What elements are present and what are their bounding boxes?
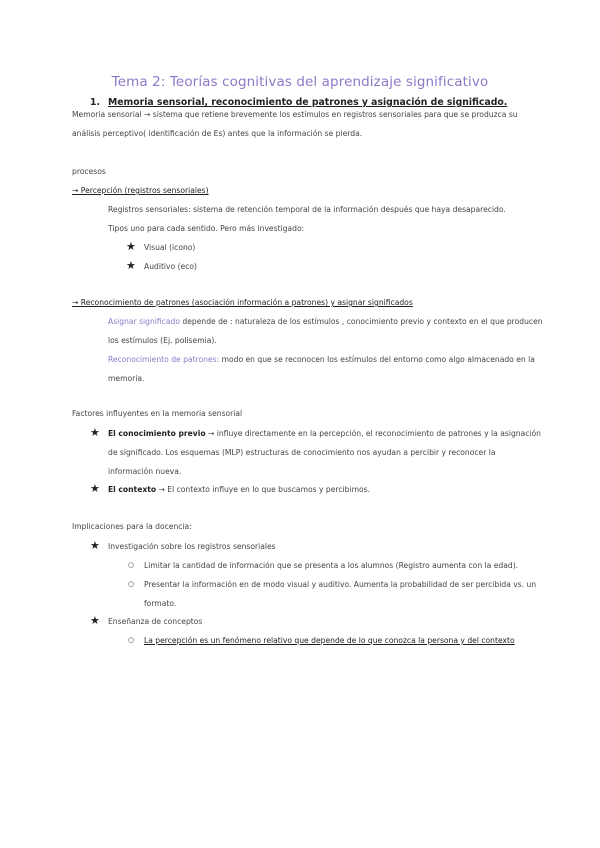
factores-item1-line-2: de significado. Los esquemas (MLP) estructuras de conocimiento nos ayudan a percibir y reconocer la: [108, 448, 496, 457]
star-bullet-icon: ★: [90, 614, 100, 627]
implicaciones-item1-sub2-line2: formato.: [144, 599, 177, 608]
implicaciones-item1-sub1: Limitar la cantidad de información que se presenta a los alumnos (Registro aumenta con la edad).: [144, 561, 519, 570]
patrones-label: Reconocimiento de patrones:: [108, 355, 220, 364]
star-bullet-icon: ★: [90, 539, 100, 552]
intro-line-2: análisis perceptivo( identificación de Es) antes que la información se pierda.: [72, 129, 363, 138]
section-heading-text: Memoria sensorial, reconocimiento de patrones y asignación de significado.: [108, 97, 508, 108]
reconocimiento-heading: → Reconocimiento de patrones (asociación información a patrones) y asignar significados: [72, 298, 413, 307]
star-bullet-icon: ★: [90, 426, 100, 439]
factores-heading: Factores influyentes en la memoria sensorial: [72, 409, 243, 418]
implicaciones-item1: Investigación sobre los registros sensoriales: [108, 542, 276, 551]
circle-bullet-icon: ○: [128, 636, 135, 644]
patrones-text-1: modo en que se reconocen los estímulos del entorno como algo almacenado en la: [219, 355, 535, 364]
circle-bullet-icon: ○: [128, 561, 135, 569]
implicaciones-item2: Enseñanza de conceptos: [108, 617, 203, 626]
asignar-text-1: depende de : naturaleza de los estímulos , conocimiento previo y contexto en el que producen: [179, 317, 543, 326]
percepcion-bullet-visual: Visual (icono): [144, 243, 196, 252]
factores-item2-text: → El contexto influye en lo que buscamos y percibimos.: [156, 485, 370, 494]
factores-item1-line-3: información nueva.: [108, 467, 182, 476]
factores-item1-bold: El conocimiento previo: [108, 429, 206, 438]
asignar-line-1: [108, 312, 543, 331]
asignar-line-2: los estímulos (Ej. polisemia).: [108, 336, 217, 345]
star-bullet-icon: ★: [126, 259, 136, 272]
asignar-label: Asignar significado: [108, 317, 180, 326]
section-number: 1.: [90, 97, 101, 108]
implicaciones-heading: Implicaciones para la docencia:: [72, 522, 192, 531]
factores-item2-line: [108, 480, 370, 499]
implicaciones-item1-sub2-line1: Presentar la información en de modo visual y auditivo. Aumenta la probabilidad de ser percibida vs. un: [144, 580, 537, 589]
percepcion-line-1: Registros sensoriales: sistema de retención temporal de la información después que haya desaparecido.: [108, 205, 506, 214]
star-bullet-icon: ★: [126, 240, 136, 253]
circle-bullet-icon: ○: [128, 580, 135, 588]
page-title: Tema 2: Teorías cognitivas del aprendizaje significativo: [111, 74, 489, 90]
star-bullet-icon: ★: [90, 482, 100, 495]
intro-line-1: Memoria sensorial → sistema que retiene brevemente los estímulos en registros sensoriales para que se produzca su: [72, 110, 518, 119]
percepcion-line-2: Tipos uno para cada sentido. Pero más investigado:: [108, 224, 305, 233]
patrones-line-1: [108, 350, 535, 369]
factores-item2-bold: El contexto: [108, 485, 157, 494]
percepcion-heading: → Percepción (registros sensoriales): [72, 186, 209, 195]
implicaciones-item2-sub1: La percepción es un fenómeno relativo que depende de lo que conozca la persona y del contexto: [144, 636, 515, 645]
procesos-label: procesos: [72, 167, 106, 176]
factores-item1-text-1: → influye directamente en la percepción, el reconocimiento de patrones y la asignación: [205, 429, 541, 438]
percepcion-bullet-auditivo: Auditivo (eco): [144, 262, 197, 271]
patrones-line-2: memoria.: [108, 374, 145, 383]
factores-item1-line-1: [108, 424, 541, 443]
